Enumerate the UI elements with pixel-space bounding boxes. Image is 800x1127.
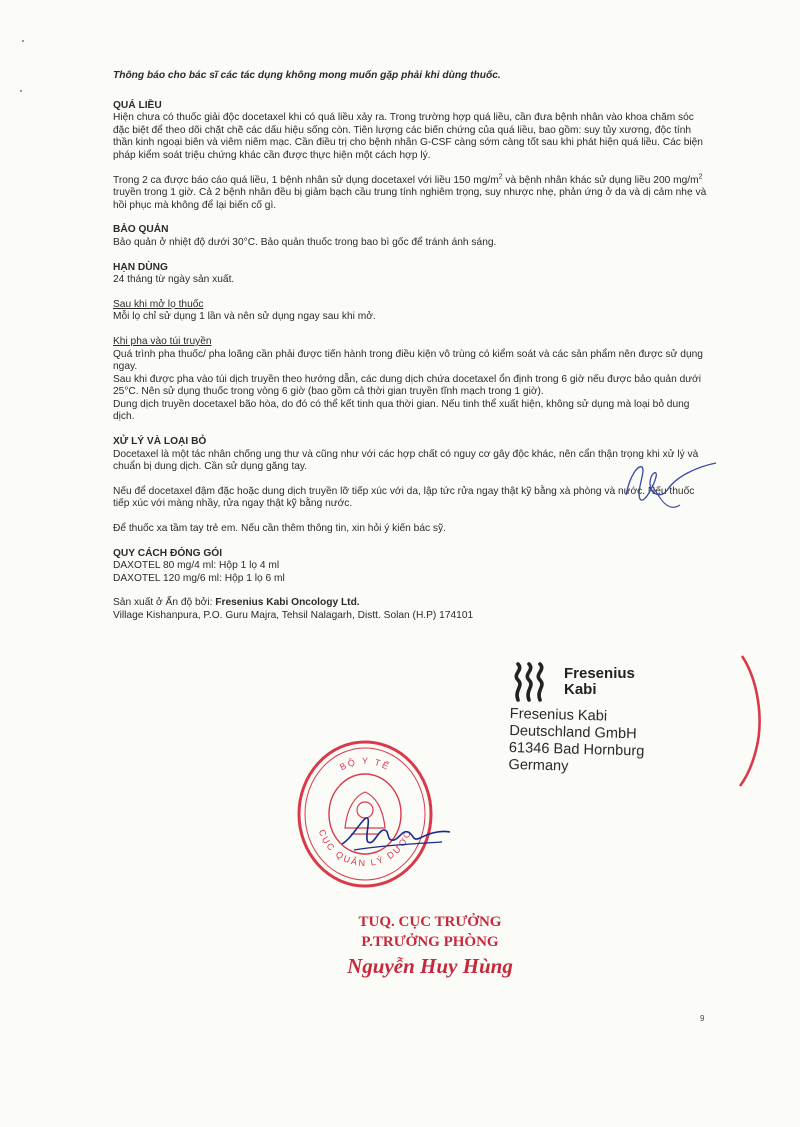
heading-expiry: HẠN DÙNG — [113, 261, 168, 273]
superscript: 2 — [698, 173, 703, 181]
heading-overdose: QUÁ LIỀU — [113, 99, 162, 111]
subheading-infusion: Khi pha vào túi truyền — [113, 335, 212, 347]
infusion-line: 25°C. Nên sử dụng thuốc trong vòng 6 giờ (bao gồm cả thời gian truyền tĩnh mạch trong 1 giờ). — [113, 386, 544, 398]
section-storage — [113, 224, 711, 249]
infusion-line: Sau khi được pha vào túi dịch truyền theo hướng dẫn, các dung dịch chứa docetaxel ổn định trong 6 giờ nếu được bảo quản dưới — [113, 373, 702, 385]
document-body — [113, 70, 711, 623]
address-line: 61346 Bad Hornburg — [508, 739, 645, 760]
section-expiry — [113, 262, 711, 425]
infusion-line: dịch. — [113, 411, 135, 423]
section-packaging — [113, 548, 711, 586]
heading-disposal: XỬ LÝ VÀ LOẠI BỎ — [113, 436, 207, 448]
signatory-title: TUQ. CỤC TRƯỞNG — [358, 914, 502, 930]
scan-speck — [22, 40, 24, 42]
heading-packaging: QUY CÁCH ĐÓNG GÓI — [113, 547, 223, 559]
partial-stamp-mark — [738, 650, 768, 790]
text-run: và bệnh nhân khác sử dụng liều 200 mg/m — [502, 174, 699, 186]
overdose-line: Hiện chưa có thuốc giải độc docetaxel khi có quá liều xảy ra. Trong trường hợp quá liều, cần đưa bệnh nhân vào khoa chăm sóc — [113, 112, 694, 124]
section-overdose — [113, 100, 711, 213]
scan-speck — [20, 90, 22, 92]
company-logo — [512, 660, 692, 704]
packaging-item: DAXOTEL 80 mg/4 ml: Hộp 1 lọ 4 ml — [113, 560, 280, 572]
stamp-bottom-text: CỤC QUẢN LÝ DƯỢC — [316, 828, 414, 869]
address-line: Deutschland GmbH — [509, 722, 637, 743]
stamp-top-text: BỘ Y TẾ — [338, 755, 392, 773]
overdose-cases-line — [113, 175, 711, 188]
logo-line: Fresenius — [564, 665, 635, 682]
manufacturer-address: Village Kishanpura, P.O. Guru Majra, Tehsil Nalagarh, Distt. Solan (H.P) 174101 — [113, 610, 474, 621]
logo-wordmark — [564, 666, 635, 698]
subheading-after-open: Sau khi mở lọ thuốc — [113, 298, 204, 310]
page-number: 9 — [700, 1014, 705, 1023]
keep-away-note: Để thuốc xa tầm tay trẻ em. Nếu cần thêm thông tin, xin hỏi ý kiến bác sỹ. — [113, 523, 446, 535]
intro-note: Thông báo cho bác sĩ các tác dụng không mong muốn gặp phải khi dùng thuốc. — [113, 70, 501, 81]
fresenius-logo-icon — [512, 660, 550, 704]
signatory-name: Nguyễn Huy Hùng — [347, 954, 513, 978]
text-run: Sản xuất ở Ấn độ bởi: — [113, 597, 216, 609]
overdose-line: đặc biệt để theo dõi chặt chẽ các dấu hiệu sống còn. Tiên lượng các biến chứng của quá liều, bao gồm: suy tủy xương, độc tính — [113, 124, 692, 136]
company-address — [508, 706, 700, 779]
address-line: Fresenius Kabi — [509, 706, 608, 725]
signature — [338, 808, 454, 858]
overdose-line: thần kinh ngoại biên và viêm niêm mạc. Cần điều trị cho bệnh nhân G-CSF càng sớm càng tốt sau khi phát hiện quá liều. Các biện — [113, 137, 703, 149]
disposal-line: chuẩn bị dung dịch. Cần sử dụng găng tay. — [113, 461, 308, 473]
section-manufacturer — [113, 597, 711, 622]
after-open-text: Mỗi lọ chỉ sử dụng 1 lần và nên sử dụng ngay sau khi mở. — [113, 311, 376, 323]
disposal-line: Docetaxel là một tác nhân chống ung thư và cũng như với các hợp chất có nguy cơ gây độc khác, nên cẩn thận trọng khi xử lý và — [113, 448, 699, 460]
text-run: Trong 2 ca được báo cáo quá liều, 1 bệnh nhân sử dụng docetaxel với liều 150 mg/m — [113, 174, 499, 186]
storage-text: Bảo quản ở nhiệt độ dưới 30°C. Bảo quản thuốc trong bao bì gốc để tránh ánh sáng. — [113, 236, 497, 248]
signatory-position: P.TRƯỞNG PHÒNG — [361, 934, 499, 950]
overdose-line: pháp kiểm soát triệu chứng khác cần được thực hiện một cách hợp lý. — [113, 149, 431, 161]
handwritten-initials — [616, 455, 726, 517]
infusion-line: Quá trình pha thuốc/ pha loãng cần phải được tiến hành trong điều kiện vô trùng có kiểm soát và các sản phẩm nên được sử dụng — [113, 348, 703, 360]
address-line: Germany — [508, 756, 569, 775]
manufacturer-name: Fresenius Kabi Oncology Ltd. — [215, 597, 360, 609]
expiry-text: 24 tháng từ ngày sản xuất. — [113, 274, 235, 286]
overdose-cases-line: hồi phục mà không để lại biến cố gì. — [113, 199, 277, 211]
overdose-cases-line: truyền trong 1 giờ. Cả 2 bệnh nhân đều bị giảm bạch cầu trung tính nghiêm trọng, suy nhược nhẹ, phản ứng ở da và dị cảm nhẹ và — [113, 187, 707, 199]
disposal-line: Nếu để docetaxel đậm đặc hoặc dung dịch truyền lỡ tiếp xúc với da, lập tức rửa ngay thật kỹ bằng xà phòng và nước. Nếu thuốc — [113, 485, 695, 497]
logo-line: Kabi — [564, 681, 597, 698]
disposal-line: tiếp xúc với màng nhầy, rửa ngay thật kỹ bằng nước. — [113, 498, 353, 510]
superscript: 2 — [498, 173, 503, 181]
infusion-line: ngay. — [113, 361, 138, 373]
infusion-line: Dung dịch truyền docetaxel bão hòa, do đó có thể kết tinh qua thời gian. Nếu tinh thể xuất hiện, không sử dụng mà loại bỏ dung — [113, 398, 690, 410]
packaging-item: DAXOTEL 120 mg/6 ml: Hộp 1 lọ 6 ml — [113, 572, 285, 584]
heading-storage: BẢO QUẢN — [113, 224, 169, 236]
signature-block — [300, 912, 560, 980]
manufacturer-line — [113, 597, 711, 610]
